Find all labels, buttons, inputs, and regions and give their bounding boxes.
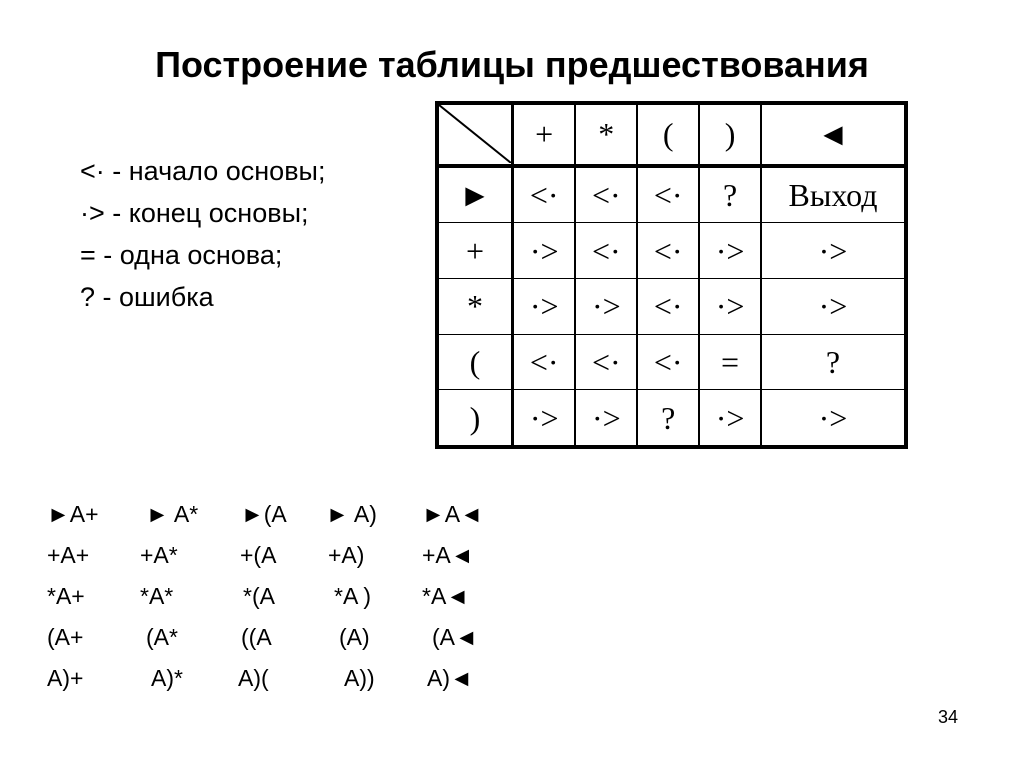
table-row: [437, 223, 906, 279]
combination-item: A)+: [47, 665, 84, 691]
combination-item: *A◄: [422, 583, 470, 609]
table-cell: ·>: [761, 223, 906, 279]
combination-item: +A*: [140, 542, 178, 568]
table-row: [437, 390, 906, 447]
table-cell: ?: [637, 390, 699, 447]
table-row: [437, 166, 906, 223]
table-corner-cell: [437, 103, 513, 166]
table-cell: ·>: [575, 390, 637, 447]
table-cell: <·: [513, 334, 576, 390]
combination-item: *A*: [140, 583, 174, 609]
row-header-start-marker: ►: [437, 166, 513, 223]
column-header-rparen: ): [699, 103, 761, 166]
combination-item: +A+: [47, 542, 90, 568]
table-row: [437, 279, 906, 335]
combination-item: ►A+: [47, 501, 99, 527]
table-cell: ·>: [761, 390, 906, 447]
combination-item: (A*: [146, 624, 178, 650]
table-cell: ·>: [699, 279, 761, 335]
table-cell: ?: [699, 166, 761, 223]
diagonal-line: [439, 105, 511, 163]
combination-item: +A): [328, 542, 365, 568]
table-cell: Выход: [761, 166, 906, 223]
table-cell: <·: [637, 279, 699, 335]
combination-item: +(A: [240, 542, 277, 568]
row-header-rparen: ): [437, 390, 513, 447]
column-header-plus: +: [513, 103, 576, 166]
combination-item: +A◄: [422, 542, 474, 568]
page-number: 34: [938, 707, 959, 727]
row-header-star: *: [437, 279, 513, 335]
table-cell: <·: [575, 223, 637, 279]
table-cell: <·: [575, 334, 637, 390]
table-cell: ·>: [513, 390, 576, 447]
table-cell: ·>: [575, 279, 637, 335]
table-cell: ·>: [699, 390, 761, 447]
legend-item-reduce: ·> - конец основы;: [80, 198, 309, 228]
slide-title: Построение таблицы предшествования: [155, 44, 869, 85]
combination-item: (A): [339, 624, 370, 650]
legend-item-equal: = - одна основа;: [80, 240, 283, 270]
table-cell: <·: [637, 223, 699, 279]
combination-item: *(A: [243, 583, 275, 609]
table-cell: ·>: [513, 279, 576, 335]
table-cell: <·: [575, 166, 637, 223]
combination-item: ►(A: [241, 501, 287, 527]
table-cell: <·: [637, 334, 699, 390]
combination-item: ►A◄: [422, 501, 483, 527]
precedence-table: [435, 101, 908, 449]
table-cell: ·>: [699, 223, 761, 279]
column-header-star: *: [575, 103, 637, 166]
combination-item: (A+: [47, 624, 84, 650]
combination-item: A)*: [151, 665, 183, 691]
combination-item: *A+: [47, 583, 85, 609]
table-cell: <·: [637, 166, 699, 223]
combination-item: A)◄: [427, 665, 473, 691]
combination-item: ► A*: [146, 501, 199, 527]
legend-item-shift: <· - начало основы;: [80, 156, 326, 186]
combination-item: A)): [344, 665, 375, 691]
legend-item-error: ? - ошибка: [80, 282, 214, 312]
table-cell: ?: [761, 334, 906, 390]
row-header-lparen: (: [437, 334, 513, 390]
column-header-lparen: (: [637, 103, 699, 166]
column-header-end-marker: ◄: [761, 103, 906, 166]
table-row: [437, 334, 906, 390]
combination-item: A)(: [238, 665, 269, 691]
combination-item: *A ): [334, 583, 372, 609]
table-header-row: [437, 103, 906, 166]
combination-item: ► A): [326, 501, 377, 527]
combination-item: (A◄: [432, 624, 478, 650]
combination-item: ((A: [241, 624, 272, 650]
legend: [80, 150, 325, 318]
table-cell: ·>: [513, 223, 576, 279]
table-cell: =: [699, 334, 761, 390]
table-cell: <·: [513, 166, 576, 223]
table-cell: ·>: [761, 279, 906, 335]
row-header-plus: +: [437, 223, 513, 279]
